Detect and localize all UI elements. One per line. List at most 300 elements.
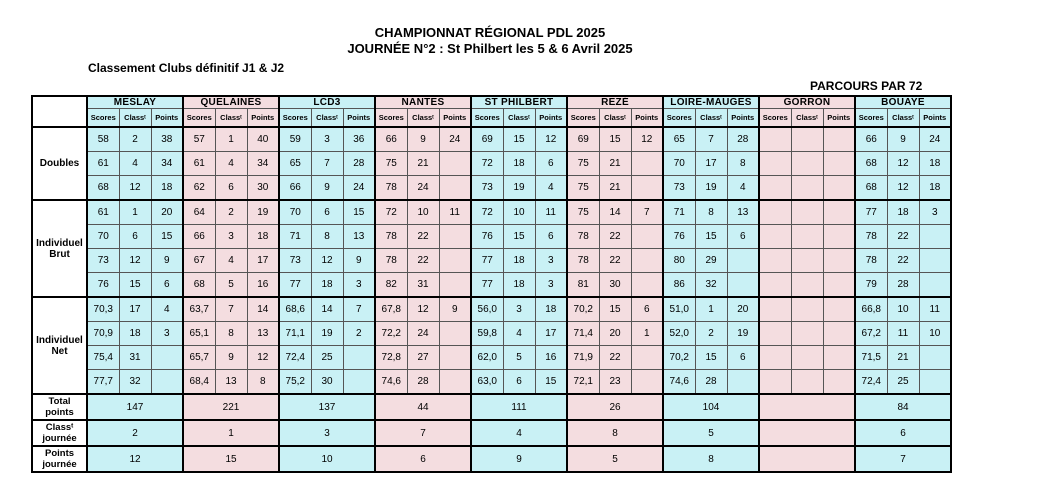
points-cell: 8: [727, 152, 759, 176]
points-cell: 14: [247, 297, 279, 322]
score-cell: 75: [375, 152, 407, 176]
score-cell: 63,0: [471, 370, 503, 395]
class-cell: 9: [215, 346, 247, 370]
class-cell: 9: [887, 127, 919, 152]
points-journee-cell: 5: [567, 446, 663, 472]
points-cell: [439, 152, 471, 176]
total-points-cell: 111: [471, 394, 567, 420]
points-cell: 20: [151, 200, 183, 225]
points-cell: [631, 346, 663, 370]
points-cell: 30: [247, 176, 279, 201]
title-line-1: CHAMPIONNAT RÉGIONAL PDL 2025: [374, 25, 606, 40]
score-cell: 75: [567, 200, 599, 225]
class-cell: 30: [599, 273, 631, 298]
points-cell: 15: [151, 225, 183, 249]
points-journee-cell: 15: [183, 446, 279, 472]
club-header: NANTES: [375, 96, 471, 109]
score-cell: 65,7: [183, 346, 215, 370]
class-cell: 15: [599, 297, 631, 322]
points-cell: [631, 370, 663, 395]
class-cell: [791, 200, 823, 225]
class-cell: 4: [215, 152, 247, 176]
score-cell: [759, 370, 791, 395]
class-cell: 1: [215, 127, 247, 152]
subheader-cell: Classᵗ: [407, 109, 439, 128]
points-cell: 3: [535, 273, 567, 298]
points-cell: 8: [247, 370, 279, 395]
class-cell: 3: [503, 297, 535, 322]
class-cell: 15: [695, 225, 727, 249]
score-cell: 66: [183, 225, 215, 249]
class-cell: 31: [407, 273, 439, 298]
class-cell: 18: [119, 322, 151, 346]
score-cell: 71,4: [567, 322, 599, 346]
class-cell: 12: [311, 249, 343, 273]
score-cell: 73: [87, 249, 119, 273]
row-label-individuel-net: Individuel Net: [32, 297, 87, 394]
points-cell: 24: [919, 127, 951, 152]
points-cell: [823, 297, 855, 322]
points-cell: [823, 273, 855, 298]
points-cell: 34: [151, 152, 183, 176]
score-cell: 78: [567, 225, 599, 249]
subheader-cell: Points: [727, 109, 759, 128]
points-cell: 3: [919, 200, 951, 225]
class-journee-cell: 2: [87, 420, 183, 446]
score-cell: 78: [375, 225, 407, 249]
score-cell: 66: [279, 176, 311, 201]
score-cell: [759, 152, 791, 176]
class-cell: 8: [215, 322, 247, 346]
subheader-cell: Scores: [279, 109, 311, 128]
points-cell: 7: [343, 297, 375, 322]
score-cell: 70,9: [87, 322, 119, 346]
class-cell: 10: [407, 200, 439, 225]
class-cell: 9: [407, 127, 439, 152]
points-cell: 24: [439, 127, 471, 152]
points-cell: 15: [535, 370, 567, 395]
class-cell: 15: [503, 225, 535, 249]
points-cell: [919, 273, 951, 298]
score-cell: 77: [279, 273, 311, 298]
points-journee-cell: 10: [279, 446, 375, 472]
class-cell: 12: [887, 152, 919, 176]
score-cell: 67,8: [375, 297, 407, 322]
points-cell: 38: [151, 127, 183, 152]
class-cell: 7: [695, 127, 727, 152]
total-points-cell: 221: [183, 394, 279, 420]
score-cell: 73: [279, 249, 311, 273]
points-cell: [823, 370, 855, 395]
points-cell: 12: [247, 346, 279, 370]
score-cell: 70,3: [87, 297, 119, 322]
score-cell: 77: [855, 200, 887, 225]
points-journee-cell: 7: [855, 446, 951, 472]
class-cell: 18: [311, 273, 343, 298]
total-points-cell: 104: [663, 394, 759, 420]
score-cell: 70: [279, 200, 311, 225]
score-cell: 80: [663, 249, 695, 273]
score-cell: 62: [183, 176, 215, 201]
class-cell: 19: [695, 176, 727, 201]
points-cell: [823, 249, 855, 273]
class-cell: 24: [407, 322, 439, 346]
class-cell: 12: [887, 176, 919, 201]
score-cell: 68: [87, 176, 119, 201]
subheader-cell: Classᵗ: [503, 109, 535, 128]
score-cell: 78: [855, 225, 887, 249]
score-cell: 75,2: [279, 370, 311, 395]
row-label-class-journee: Classᵗ journée: [32, 420, 87, 446]
class-cell: 12: [119, 176, 151, 201]
class-cell: 18: [503, 273, 535, 298]
class-cell: [791, 297, 823, 322]
class-cell: 28: [887, 273, 919, 298]
points-journee-cell: 8: [663, 446, 759, 472]
subheader-cell: Classᵗ: [215, 109, 247, 128]
subheader-cell: Points: [247, 109, 279, 128]
points-cell: [823, 176, 855, 201]
score-cell: 51,0: [663, 297, 695, 322]
class-cell: 15: [695, 346, 727, 370]
class-cell: 22: [599, 346, 631, 370]
total-points-cell: 84: [855, 394, 951, 420]
class-cell: [791, 127, 823, 152]
score-cell: 70,2: [663, 346, 695, 370]
class-cell: 22: [599, 225, 631, 249]
subheader-cell: Scores: [87, 109, 119, 128]
points-cell: 16: [247, 273, 279, 298]
class-cell: 6: [119, 225, 151, 249]
class-cell: 15: [599, 127, 631, 152]
subheader-cell: Scores: [471, 109, 503, 128]
score-cell: 74,6: [375, 370, 407, 395]
parcours-par: PARCOURS PAR 72: [810, 79, 923, 93]
class-cell: 30: [311, 370, 343, 395]
score-cell: 66: [375, 127, 407, 152]
points-cell: 9: [439, 297, 471, 322]
points-cell: 18: [247, 225, 279, 249]
class-cell: 6: [215, 176, 247, 201]
points-cell: 12: [631, 127, 663, 152]
class-cell: 21: [599, 152, 631, 176]
class-journee-cell: 3: [279, 420, 375, 446]
points-cell: 19: [247, 200, 279, 225]
score-cell: 70: [87, 225, 119, 249]
points-cell: [151, 346, 183, 370]
class-journee-cell: [759, 420, 855, 446]
class-cell: 5: [503, 346, 535, 370]
points-cell: 28: [343, 152, 375, 176]
score-cell: 81: [567, 273, 599, 298]
subheader-cell: Scores: [183, 109, 215, 128]
score-cell: 70,2: [567, 297, 599, 322]
class-cell: 18: [887, 200, 919, 225]
class-cell: 24: [407, 176, 439, 201]
score-cell: 64: [183, 200, 215, 225]
score-cell: 59,8: [471, 322, 503, 346]
points-cell: 18: [151, 176, 183, 201]
class-cell: 6: [503, 370, 535, 395]
row-label-total-points: Total points: [32, 394, 87, 420]
score-cell: 52,0: [663, 322, 695, 346]
score-cell: 65: [279, 152, 311, 176]
class-cell: [791, 249, 823, 273]
class-cell: 22: [887, 249, 919, 273]
points-cell: [631, 273, 663, 298]
points-cell: [823, 200, 855, 225]
subheader-cell: Scores: [759, 109, 791, 128]
score-cell: [759, 176, 791, 201]
total-points-cell: 147: [87, 394, 183, 420]
class-cell: 4: [119, 152, 151, 176]
score-cell: 75: [567, 176, 599, 201]
points-cell: 4: [727, 176, 759, 201]
points-cell: [727, 273, 759, 298]
class-journee-cell: 8: [567, 420, 663, 446]
class-cell: 2: [215, 200, 247, 225]
class-cell: 28: [407, 370, 439, 395]
points-cell: 9: [151, 249, 183, 273]
class-cell: 22: [407, 249, 439, 273]
class-cell: 12: [407, 297, 439, 322]
subheader-cell: Classᵗ: [695, 109, 727, 128]
class-cell: 4: [503, 322, 535, 346]
club-header: REZÉ: [567, 96, 663, 109]
score-cell: 63,7: [183, 297, 215, 322]
score-cell: 72,4: [855, 370, 887, 395]
class-cell: 32: [695, 273, 727, 298]
class-cell: [791, 152, 823, 176]
total-points-cell: [759, 394, 855, 420]
points-cell: 28: [727, 127, 759, 152]
points-cell: 13: [727, 200, 759, 225]
class-cell: 12: [119, 249, 151, 273]
points-cell: [343, 346, 375, 370]
score-cell: 72: [471, 200, 503, 225]
subheader-cell: Points: [439, 109, 471, 128]
points-cell: 3: [151, 322, 183, 346]
score-cell: 71: [663, 200, 695, 225]
points-cell: 10: [919, 322, 951, 346]
class-cell: 2: [695, 322, 727, 346]
class-cell: [791, 370, 823, 395]
score-cell: 77,7: [87, 370, 119, 395]
subheader-cell: Classᵗ: [599, 109, 631, 128]
points-cell: 6: [151, 273, 183, 298]
class-cell: 8: [311, 225, 343, 249]
score-cell: 76: [87, 273, 119, 298]
class-cell: 25: [311, 346, 343, 370]
points-cell: [823, 346, 855, 370]
score-cell: [759, 346, 791, 370]
class-cell: 20: [599, 322, 631, 346]
subheader-cell: Points: [631, 109, 663, 128]
points-cell: 11: [439, 200, 471, 225]
points-cell: 6: [535, 225, 567, 249]
points-cell: [727, 249, 759, 273]
score-cell: 61: [183, 152, 215, 176]
title-line-2: JOURNÉE N°2 : St Philbert les 5 & 6 Avril 2025: [347, 41, 633, 56]
class-cell: 21: [407, 152, 439, 176]
class-cell: 15: [503, 127, 535, 152]
class-cell: 10: [503, 200, 535, 225]
points-cell: 11: [919, 297, 951, 322]
class-cell: 3: [311, 127, 343, 152]
subheader-cell: Classᵗ: [119, 109, 151, 128]
score-cell: 75,4: [87, 346, 119, 370]
points-cell: [919, 346, 951, 370]
score-cell: 76: [663, 225, 695, 249]
score-cell: 72: [471, 152, 503, 176]
class-cell: 22: [407, 225, 439, 249]
points-journee-cell: 9: [471, 446, 567, 472]
score-cell: 69: [471, 127, 503, 152]
points-cell: [439, 249, 471, 273]
points-cell: [439, 176, 471, 201]
points-cell: [919, 225, 951, 249]
points-cell: 11: [535, 200, 567, 225]
subheader-cell: Points: [823, 109, 855, 128]
score-cell: 56,0: [471, 297, 503, 322]
class-cell: 4: [215, 249, 247, 273]
score-cell: [759, 273, 791, 298]
points-cell: 36: [343, 127, 375, 152]
points-cell: 17: [247, 249, 279, 273]
class-journee-cell: 1: [183, 420, 279, 446]
points-cell: 13: [343, 225, 375, 249]
subheader-cell: Points: [151, 109, 183, 128]
corner-cell: [32, 96, 87, 127]
class-cell: 28: [695, 370, 727, 395]
points-cell: 19: [727, 322, 759, 346]
class-cell: 18: [503, 152, 535, 176]
score-cell: 68,4: [183, 370, 215, 395]
class-cell: 25: [887, 370, 919, 395]
subheader-cell: Scores: [855, 109, 887, 128]
class-cell: 23: [599, 370, 631, 395]
points-cell: 1: [631, 322, 663, 346]
class-cell: 32: [119, 370, 151, 395]
score-cell: 68: [855, 176, 887, 201]
points-cell: 3: [535, 249, 567, 273]
score-cell: 68: [183, 273, 215, 298]
class-cell: [791, 273, 823, 298]
score-cell: 72: [375, 200, 407, 225]
score-cell: 73: [471, 176, 503, 201]
club-header: BOUAYE: [855, 96, 951, 109]
score-cell: 86: [663, 273, 695, 298]
score-cell: 61: [87, 152, 119, 176]
points-cell: [631, 152, 663, 176]
points-cell: 17: [535, 322, 567, 346]
class-cell: 14: [311, 297, 343, 322]
points-cell: 3: [343, 273, 375, 298]
score-cell: [759, 127, 791, 152]
score-cell: 78: [567, 249, 599, 273]
class-cell: 22: [887, 225, 919, 249]
score-cell: 71,5: [855, 346, 887, 370]
points-cell: [439, 322, 471, 346]
score-cell: 78: [855, 249, 887, 273]
score-cell: 58: [87, 127, 119, 152]
points-cell: 18: [535, 297, 567, 322]
subheader-cell: Points: [919, 109, 951, 128]
class-cell: 7: [215, 297, 247, 322]
score-cell: 75: [567, 152, 599, 176]
points-cell: [919, 249, 951, 273]
points-cell: 18: [919, 152, 951, 176]
score-cell: 78: [375, 249, 407, 273]
club-header: GORRON: [759, 96, 855, 109]
class-cell: 11: [887, 322, 919, 346]
points-cell: 15: [343, 200, 375, 225]
subheader-cell: Scores: [663, 109, 695, 128]
class-cell: 27: [407, 346, 439, 370]
score-cell: [759, 249, 791, 273]
class-cell: 7: [311, 152, 343, 176]
subheader-cell: Scores: [375, 109, 407, 128]
points-cell: [631, 176, 663, 201]
subheader-cell: Scores: [567, 109, 599, 128]
class-cell: 1: [695, 297, 727, 322]
score-cell: 71: [279, 225, 311, 249]
score-cell: 72,4: [279, 346, 311, 370]
points-cell: 34: [247, 152, 279, 176]
row-label-doubles: Doubles: [32, 127, 87, 200]
points-cell: [631, 225, 663, 249]
score-cell: 67,2: [855, 322, 887, 346]
score-cell: 78: [375, 176, 407, 201]
subheader-cell: Classᵗ: [887, 109, 919, 128]
class-cell: 5: [215, 273, 247, 298]
points-cell: [439, 225, 471, 249]
score-cell: 66,8: [855, 297, 887, 322]
score-cell: 72,1: [567, 370, 599, 395]
points-cell: 24: [343, 176, 375, 201]
points-cell: 6: [727, 225, 759, 249]
class-cell: 14: [599, 200, 631, 225]
subheader-cell: Points: [343, 109, 375, 128]
club-header: ST PHILBERT: [471, 96, 567, 109]
points-cell: 6: [631, 297, 663, 322]
score-cell: 77: [471, 273, 503, 298]
class-cell: 15: [119, 273, 151, 298]
class-cell: 2: [119, 127, 151, 152]
class-journee-cell: 4: [471, 420, 567, 446]
row-label-points-journee: Points journée: [32, 446, 87, 472]
class-cell: 21: [887, 346, 919, 370]
score-cell: [759, 225, 791, 249]
points-cell: 13: [247, 322, 279, 346]
ranking-table: [31, 95, 952, 473]
points-cell: 6: [535, 152, 567, 176]
class-cell: [791, 346, 823, 370]
class-cell: 31: [119, 346, 151, 370]
total-points-cell: 137: [279, 394, 375, 420]
club-header: QUELAINES: [183, 96, 279, 109]
score-cell: 67: [183, 249, 215, 273]
score-cell: [759, 297, 791, 322]
total-points-cell: 26: [567, 394, 663, 420]
points-cell: 2: [343, 322, 375, 346]
score-cell: 73: [663, 176, 695, 201]
class-journee-cell: 7: [375, 420, 471, 446]
score-cell: 71,1: [279, 322, 311, 346]
points-cell: 18: [919, 176, 951, 201]
class-cell: 10: [887, 297, 919, 322]
points-cell: [631, 249, 663, 273]
